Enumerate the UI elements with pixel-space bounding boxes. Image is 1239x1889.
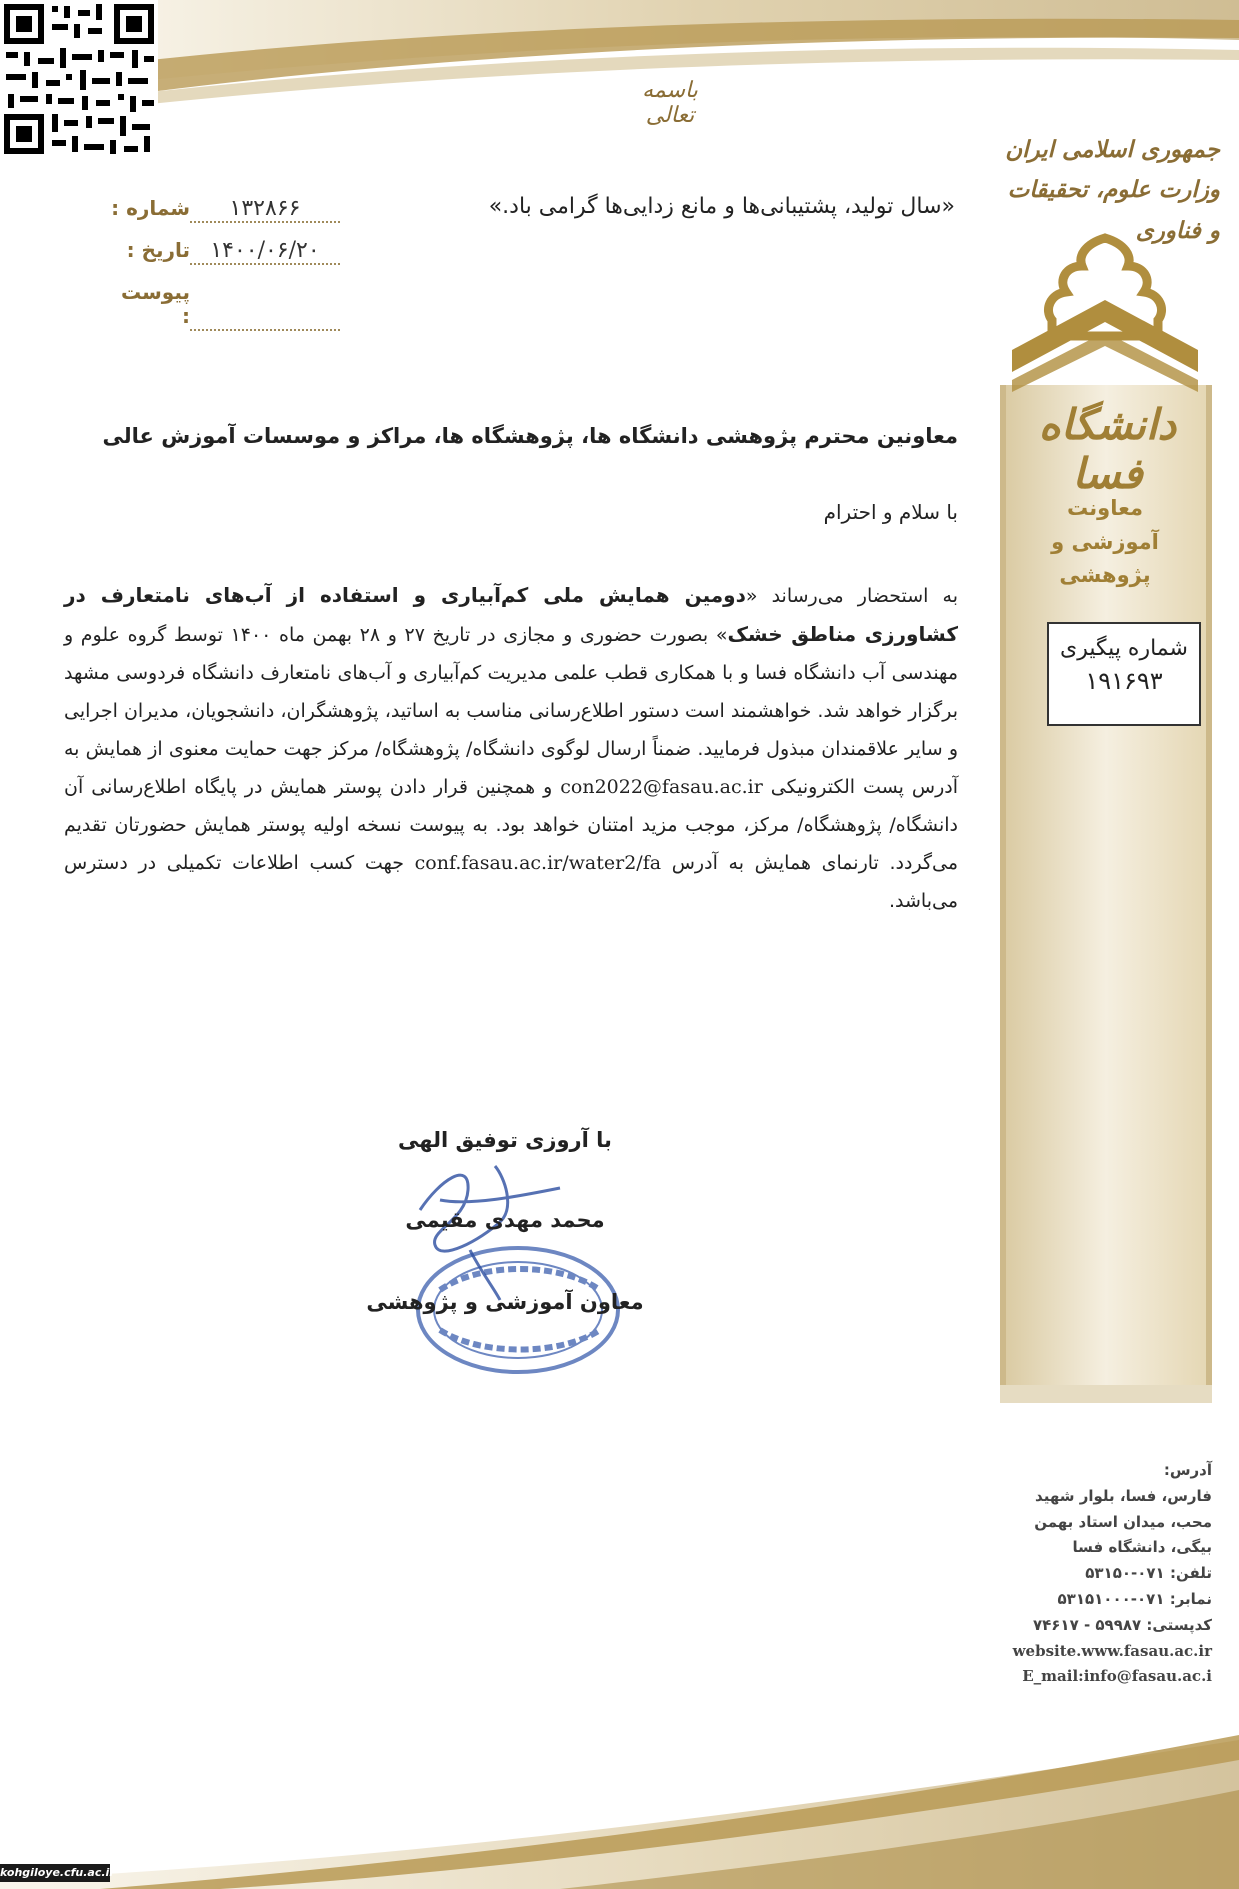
letter-body [64, 576, 958, 920]
conference-title: دومین همایش ملی کم‌آبیاری و استفاده از آب‌های نامتعارف در کشاورزی مناطق خشک [64, 583, 958, 646]
basmala: باسمه تعالی [642, 78, 698, 128]
department-line2: آموزشی و پژوهشی [1051, 529, 1159, 588]
phone: تلفن: ۰۷۱-۵۳۱۵۰ [1085, 1564, 1212, 1583]
letter-date-field [90, 238, 340, 265]
email[interactable]: E_mail:info@fasau.ac.i [1022, 1667, 1212, 1686]
date-value: ۱۴۰۰/۰۶/۲۰ [190, 238, 340, 265]
email-link[interactable]: con2022@fasau.ac.ir [560, 776, 763, 798]
address-line3: بیگی، دانشگاه فسا [1072, 1538, 1212, 1557]
postal-code: کدپستی: ۵۹۹۸۷ - ۷۴۶۱۷ [1032, 1615, 1212, 1634]
body-part2: و همچنین قرار دادن پوستر همایش در پایگاه اطلاع‌رسانی آن دانشگاه/ پژوهشگاه/ مرکز، موجب مزید امتنان خواهد بود. به پیوست نسخه اولیه پوستر همایش حضورتان تقدیم می‌گردد. تارنمای همایش به آدرس [64, 776, 958, 874]
tracking-label: شماره پیگیری [1060, 636, 1188, 661]
ministry-line2: وزارت علوم، تحقیقات و فناوری [1007, 176, 1220, 244]
ministry-line1: جمهوری اسلامی ایران [1005, 136, 1220, 163]
address-block [1000, 1458, 1212, 1690]
department-line1: معاونت [1067, 496, 1143, 520]
address-line2: محب، میدان استاد بهمن [1034, 1512, 1212, 1531]
signature-scribble [420, 1166, 560, 1300]
body-intro: به استحضار می‌رساند « [745, 585, 959, 607]
date-label: تاریخ : [126, 238, 190, 262]
number-value: ۱۳۲۸۶۶ [190, 196, 340, 223]
signer-title: معاون آموزشی و پژوهشی [366, 1290, 644, 1314]
qr-code [0, 0, 158, 158]
tracking-number-box [1047, 622, 1201, 726]
letter-attachment-field [90, 280, 340, 331]
attachment-label: پیوست : [120, 280, 190, 328]
attachment-value [190, 304, 340, 331]
greeting: با سلام و احترام [823, 500, 958, 524]
address-line1: فارس، فسا، بلوار شهید [1035, 1486, 1212, 1505]
department-name [1005, 492, 1205, 593]
closing-phrase: با آروزی توفیق الهی [398, 1128, 612, 1152]
website[interactable]: website.www.fasau.ac.ir [1012, 1641, 1212, 1660]
tracking-value: ۱۹۱۶۹۳ [1085, 667, 1163, 695]
letter-number-field [90, 196, 340, 223]
ministry-header [990, 130, 1220, 251]
signer-name: محمد مهدی مقیمی [405, 1208, 605, 1232]
number-label: شماره : [111, 196, 190, 220]
website-link[interactable]: conf.fasau.ac.ir/water2/fa [414, 852, 662, 874]
body-part3: جهت کسب اطلاعات تکمیلی در دسترس می‌باشد. [64, 852, 958, 912]
source-watermark: kohgiloye.cfu.ac.ir [0, 1864, 110, 1882]
bottom-swoosh [0, 1735, 1239, 1889]
university-logo [1012, 238, 1198, 392]
fax: نمابر: ۰۷۱-۵۳۱۵۱۰۰۰ [1057, 1589, 1212, 1608]
address-label: آدرس: [1163, 1461, 1212, 1479]
recipient-line: معاونین محترم پژوهشی دانشگاه ها، پژوهشگاه ها، مراکز و موسسات آموزش عالی [102, 424, 958, 448]
university-name: دانشگاه فسا [1038, 400, 1177, 498]
body-part1: » بصورت حضوری و مجازی در تاریخ ۲۷ و ۲۸ بهمن ماه ۱۴۰۰ توسط گروه علوم و مهندسی آب دانشگاه فسا و با همکاری قطب علمی مدیریت کم‌آبیاری و آب‌های نامتعارف دانشگاه فردوسی مشهد برگزار خواهد شد. خواهشمند است دستور اطلاع‌رسانی مناسب به اساتید، پژوهشگران، دانشجویان، مدیران اجرایی و سایر علاقمندان مبذول فرمایید. ضمناً ارسال لوگوی دانشگاه/ پژوهشگاه/ مرکز جهت حمایت معنوی از همایش به آدرس پست الکترونیکی [64, 624, 958, 798]
year-slogan: «سال تولید، پشتیبانی‌ها و مانع زدایی‌ها گرامی باد.» [488, 194, 955, 219]
